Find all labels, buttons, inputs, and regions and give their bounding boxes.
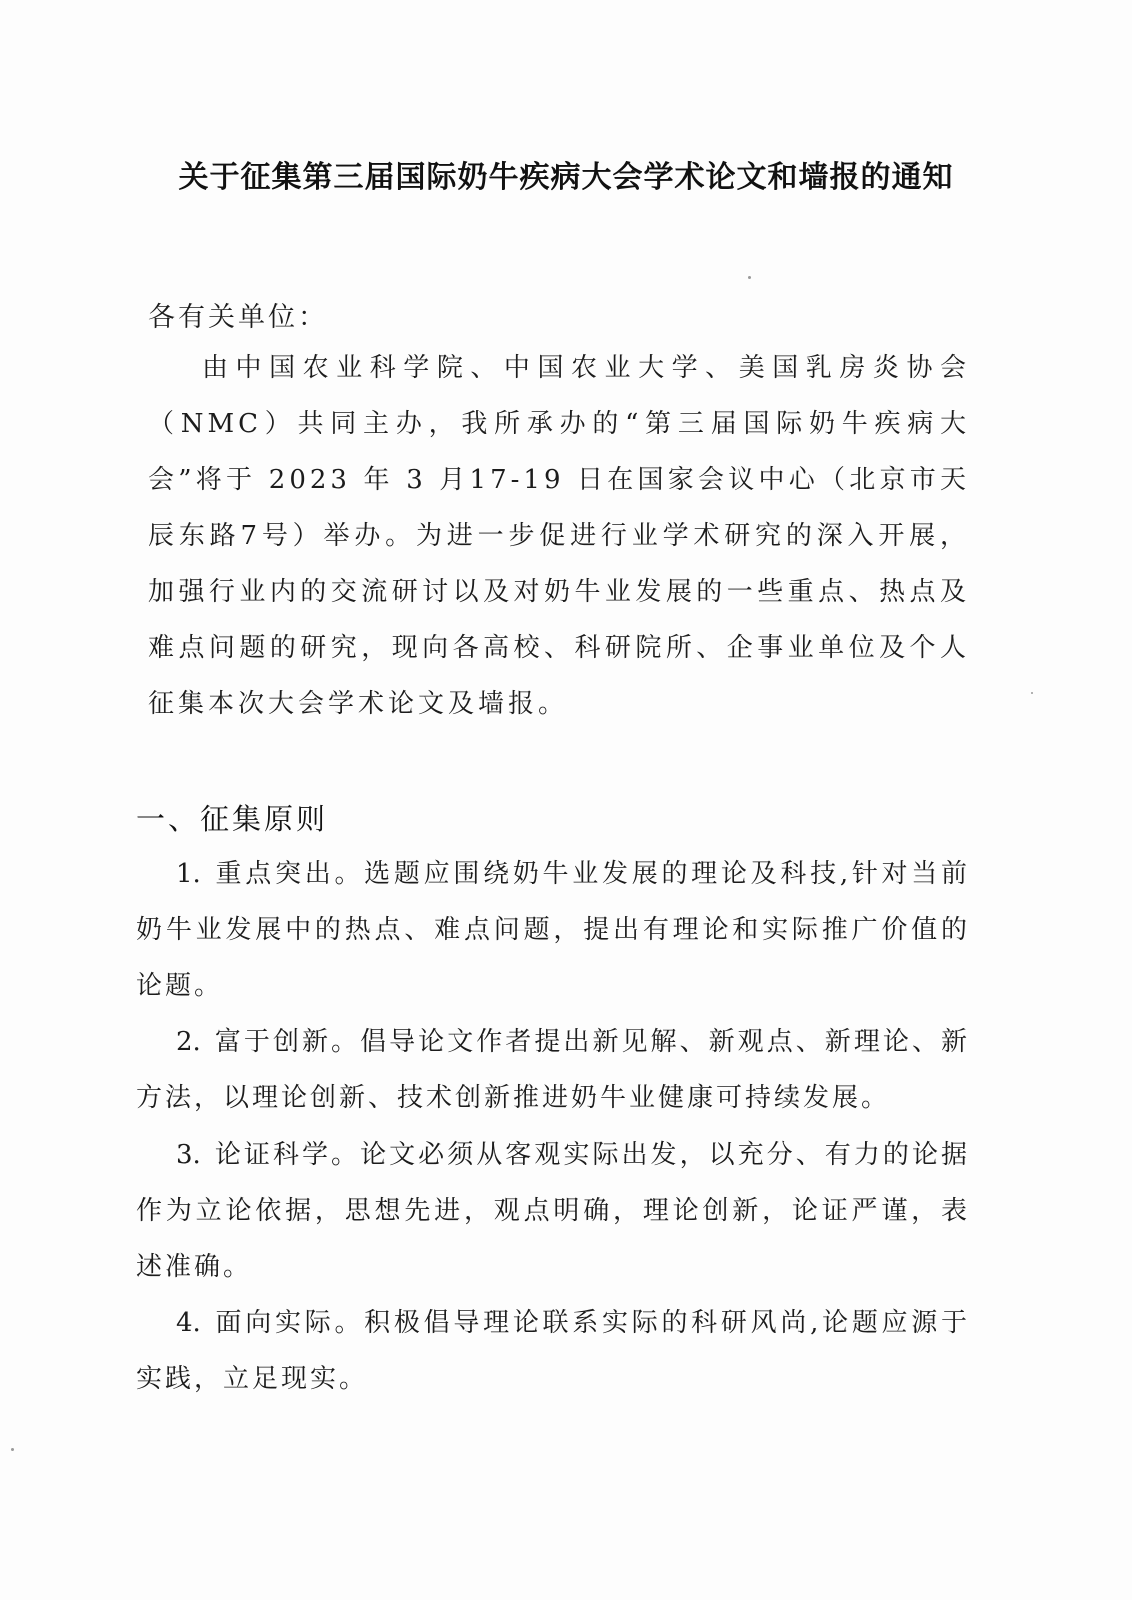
item-number: 2. bbox=[176, 1027, 201, 1057]
section-heading: 一、征集原则 bbox=[136, 802, 329, 836]
scan-speck bbox=[11, 1448, 14, 1451]
item-number: 3. bbox=[176, 1140, 201, 1170]
principle-item bbox=[136, 1127, 970, 1295]
principle-item bbox=[136, 1014, 970, 1126]
scan-speck bbox=[748, 276, 751, 279]
item-text: 富于创新。倡导论文作者提出新见解、新观点、新理论、新方法，以理论创新、技术创新推进奶牛业健康可持续发展。 bbox=[136, 1027, 970, 1113]
item-number: 4. bbox=[176, 1308, 201, 1338]
item-number: 1. bbox=[176, 859, 201, 889]
item-text: 论证科学。论文必须从客观实际出发，以充分、有力的论据作为立论依据，思想先进，观点明确，理论创新，论证严谨，表述准确。 bbox=[136, 1140, 970, 1282]
item-text: 面向实际。积极倡导理论联系实际的科研风尚,论题应源于实践，立足现实。 bbox=[136, 1308, 970, 1394]
principle-item bbox=[136, 1295, 970, 1407]
intro-paragraph: 由中国农业科学院、中国农业大学、美国乳房炎协会（NMC）共同主办，我所承办的“第三届国际奶牛疾病大会”将于 2023 年 3 月17-19 日在国家会议中心（北京市天辰东路7号）举办。为进一步促进行业学术研究的深入开展，加强行业内的交流研讨以及对奶牛业发展的一些重点、热点及难点问题的研究，现向各高校、科研院所、企事业单位及个人征集本次大会学术论文及墙报。 bbox=[148, 353, 970, 719]
item-text: 重点突出。选题应围绕奶牛业发展的理论及科技,针对当前奶牛业发展中的热点、难点问题，提出有理论和实际推广价值的论题。 bbox=[136, 859, 970, 1001]
document-title: 关于征集第三届国际奶牛疾病大会学术论文和墙报的通知 bbox=[178, 160, 954, 195]
salutation: 各有关单位： bbox=[148, 302, 328, 333]
principle-item bbox=[136, 846, 970, 1014]
scan-speck bbox=[1031, 692, 1033, 694]
